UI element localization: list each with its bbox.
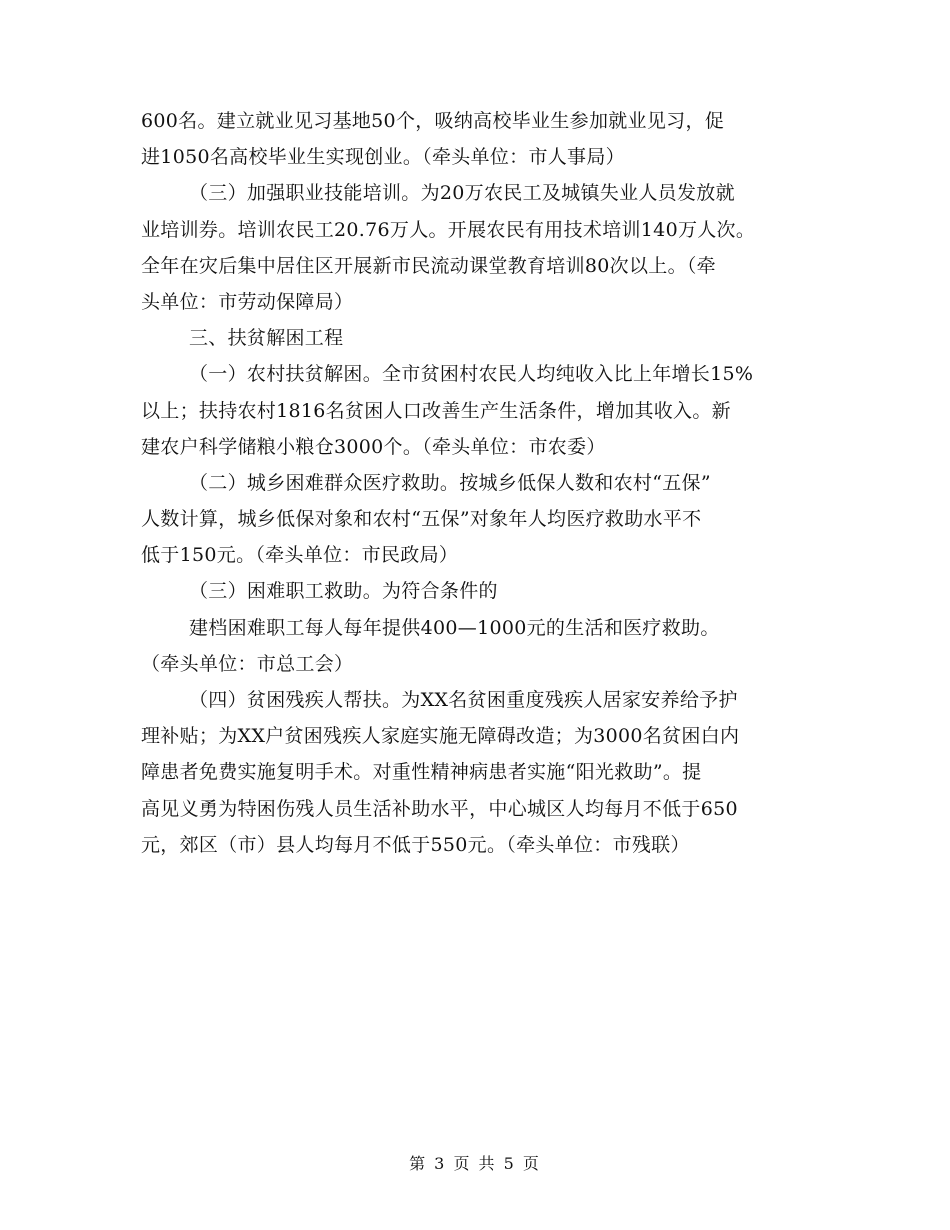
text-line: 元，郊区（市）县人均每月不低于550元。（牵头单位：市残联） [141, 833, 690, 856]
text-line: （四）贫困残疾人帮扶。为XX名贫困重度残疾人居家安养给予护 [189, 689, 738, 711]
text-line: 头单位：市劳动保障局） [141, 290, 354, 313]
text-line: （三）加强职业技能培训。为20万农民工及城镇失业人员发放就 [189, 182, 735, 205]
text-line: 建档困难职工每人每年提供400—1000元的生活和医疗救助。 [189, 616, 720, 639]
text-line: 三、扶贫解困工程 [189, 327, 344, 350]
text-line: 理补贴；为XX户贫困残疾人家庭实施无障碍改造；为3000名贫困白内 [141, 725, 740, 748]
page-footer: 第 3 页 共 5 页 [409, 1154, 541, 1173]
text-line: 以上；扶持农村1816名贫困人口改善生产生活条件，增加其收入。新 [141, 399, 731, 422]
text-line: （一）农村扶贫解困。全市贫困村农民人均纯收入比上年增长15% [189, 363, 754, 386]
text-line: 低于150元。（牵头单位：市民政局） [141, 544, 459, 567]
text-line: （二）城乡困难群众医疗救助。按城乡低保人数和农村“五保” [189, 471, 711, 494]
text-line: 建农户科学储粮小粮仓3000个。（牵头单位：市农委） [141, 435, 606, 458]
text-line: 障患者免费实施复明手术。对重性精神病患者实施“阳光救助”。提 [141, 761, 702, 784]
text-line: （牵头单位：市总工会） [141, 652, 354, 675]
text-line: 全年在灾后集中居住区开展新市民流动课堂教育培训80次以上。（牵 [141, 254, 716, 277]
text-line: 业培训券。培训农民工20.76万人。开展农民有用技术培训140万人次。 [141, 218, 756, 241]
text-line: 高见义勇为特困伤残人员生活补助水平，中心城区人均每月不低于650 [141, 797, 738, 820]
text-line: 人数计算，城乡低保对象和农村“五保”对象年人均医疗救助水平不 [141, 508, 702, 531]
text-line: 600名。建立就业见习基地50个，吸纳高校毕业生参加就业见习，促 [141, 110, 725, 132]
body-text [141, 103, 821, 863]
text-line: 进1050名高校毕业生实现创业。（牵头单位：市人事局） [141, 146, 625, 169]
text-line: （三）困难职工救助。为符合条件的 [189, 580, 498, 603]
